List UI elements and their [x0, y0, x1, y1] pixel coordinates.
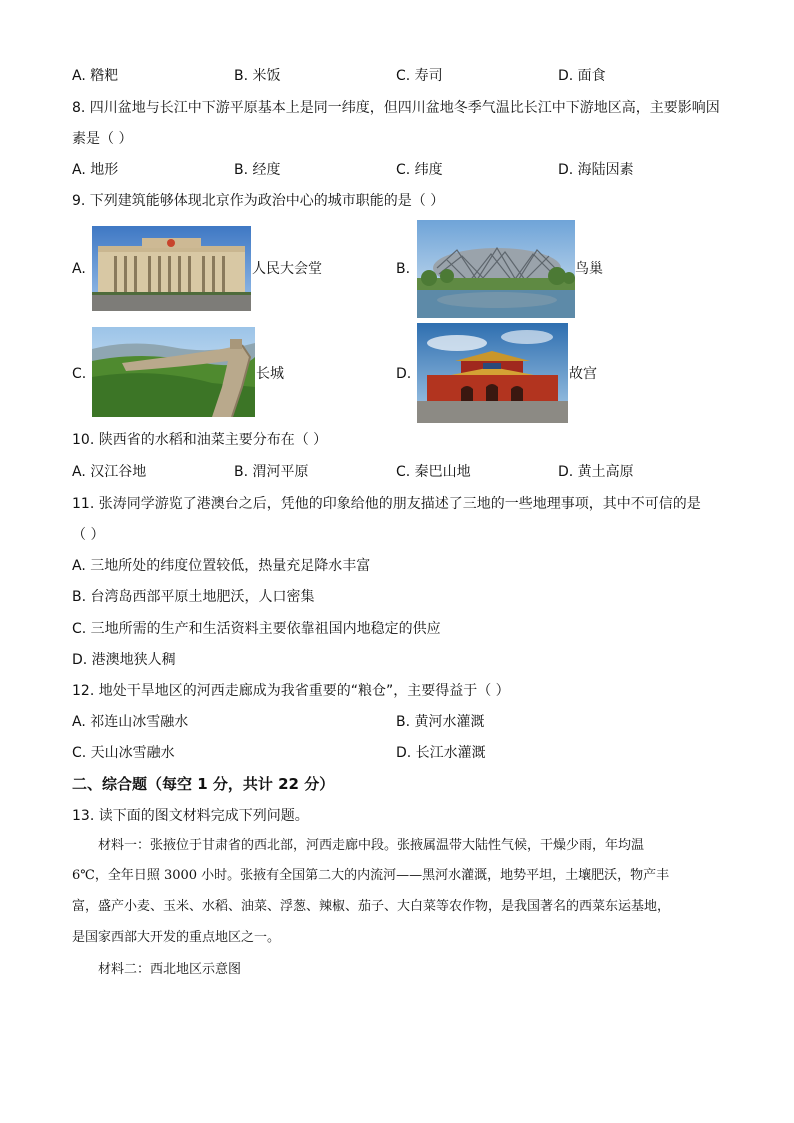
q13-material2: 材料二：西北地区示意图: [98, 962, 242, 977]
q11-option-c: C. 三地所需的生产和生活资料主要依靠祖国内地稳定的供应: [72, 621, 441, 637]
q8-option-b: B. 经度: [234, 162, 281, 178]
q10-option-c: C. 秦巴山地: [396, 464, 471, 480]
q13-stem: 13. 读下面的图文材料完成下列问题。: [72, 808, 309, 824]
q8-stem-line2: 素是（ ）: [72, 131, 133, 147]
q7-option-a: A. 糌粑: [72, 68, 119, 84]
q11-stem-line2: （ ）: [72, 527, 105, 543]
q13-material1-line4: 是国家西部大开发的重点地区之一。: [72, 930, 281, 945]
q9-option-c-letter: C.: [72, 366, 87, 382]
q13-material1-line1: 材料一：张掖位于甘肃省的西北部，河西走廊中段。张掖属温带大陆性气候，干燥少雨，年均温: [98, 838, 645, 853]
q9-option-d-label: 故宫: [569, 366, 597, 382]
q9-option-d-letter: D.: [396, 366, 412, 382]
q13-material1-line2: 6℃，全年日照 3000 小时。张掖有全国第二大的内流河——黑河水灌溉，地势平坦，土壤肥沃，物产丰: [72, 868, 670, 883]
q10-option-a: A. 汉江谷地: [72, 464, 147, 480]
q9-option-c-label: 长城: [256, 366, 284, 382]
q11-stem-line1: 11. 张涛同学游览了港澳台之后，凭他的印象给他的朋友描述了三地的一些地理事项，其中不可信的是: [72, 496, 701, 512]
great-wall-photo: [92, 327, 255, 417]
q8-option-d: D. 海陆因素: [558, 162, 634, 178]
birds-nest-photo: [417, 220, 575, 318]
q7-option-c: C. 寿司: [396, 68, 443, 84]
q13-material1-line3: 富，盛产小麦、玉米、水稻、油菜、浮葱、辣椒、茄子、大白菜等农作物，是我国著名的西菜东运基地，: [72, 899, 671, 914]
q12-option-d: D. 长江水灌溉: [396, 745, 486, 761]
section-2-heading: 二、综合题（每空 1 分，共计 22 分）: [72, 775, 335, 793]
q9-option-a-letter: A.: [72, 261, 86, 277]
q7-option-b: B. 米饭: [234, 68, 281, 84]
q8-stem-line1: 8. 四川盆地与长江中下游平原基本上是同一纬度，但四川盆地冬季气温比长江中下游地区高，主要影响因: [72, 100, 720, 116]
q9-option-a-label: 人民大会堂: [252, 261, 322, 277]
q11-option-b: B. 台湾岛西部平原土地肥沃，人口密集: [72, 589, 315, 605]
q12-option-b: B. 黄河水灌溉: [396, 714, 485, 730]
q9-option-b-letter: B.: [396, 261, 411, 277]
q10-stem: 10. 陕西省的水稻和油菜主要分布在（ ）: [72, 432, 328, 448]
q8-option-a: A. 地形: [72, 162, 119, 178]
q8-option-c: C. 纬度: [396, 162, 443, 178]
q10-option-b: B. 渭河平原: [234, 464, 309, 480]
q9-stem: 9. 下列建筑能够体现北京作为政治中心的城市职能的是（ ）: [72, 193, 445, 209]
q12-stem: 12. 地处干旱地区的河西走廊成为我省重要的“粮仓”，主要得益于（ ）: [72, 683, 510, 699]
q11-option-d: D. 港澳地狭人稠: [72, 652, 176, 668]
q9-option-b-label: 鸟巢: [575, 261, 603, 277]
q12-option-a: A. 祁连山冰雪融水: [72, 714, 189, 730]
forbidden-city-photo: [417, 323, 568, 423]
q12-option-c: C. 天山冰雪融水: [72, 745, 175, 761]
q10-option-d: D. 黄土高原: [558, 464, 634, 480]
great-hall-photo: [92, 226, 251, 311]
q11-option-a: A. 三地所处的纬度位置较低，热量充足降水丰富: [72, 558, 371, 574]
q7-option-d: D. 面食: [558, 68, 606, 84]
